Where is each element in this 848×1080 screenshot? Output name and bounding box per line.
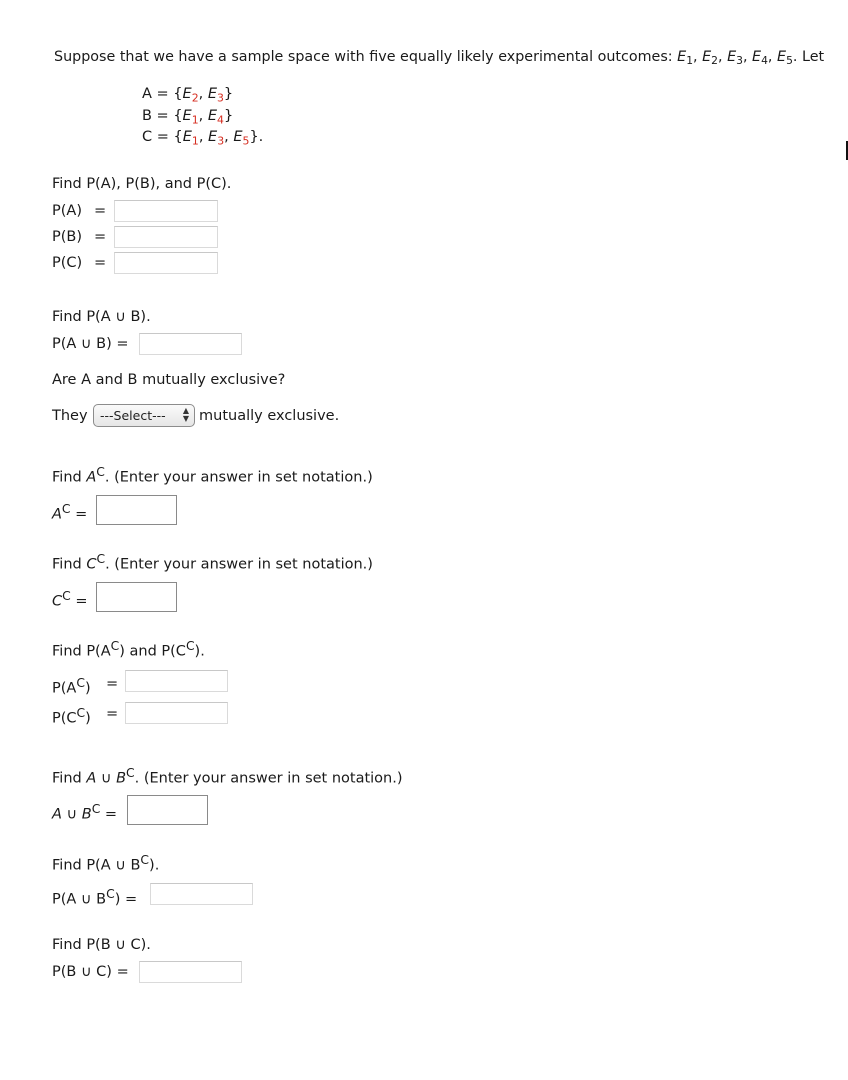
q5-prompt: Find $C^C$. (Enter your answer in set notation.) [52,552,373,573]
q1-eq-pb: = [94,229,107,245]
q9-label: P(B ∪ C) = [52,964,129,980]
q2-prompt: Find P(A ∪ B). [52,309,151,325]
q4-prompt: Find $A^C$. (Enter your answer in set notation.) [52,465,373,486]
q1-eq-pc: = [94,255,107,271]
q1-eq-pa: = [94,203,107,219]
q8-label: P(A ∪ $B^C$) = [52,887,138,908]
q7-prompt: Find A ∪ $B^C$. (Enter your answer in set notation.) [52,766,403,787]
a-complement-input[interactable] [96,495,177,525]
p-a-complement-input[interactable] [125,670,228,692]
q6-label-pcc: $P(C^C)$ [52,706,91,727]
q3-after: mutually exclusive. [199,408,340,424]
q1-label-pc: P(C) [52,255,83,271]
q3-before: They [52,408,88,424]
q6-eq-pcc: = [106,706,119,722]
set-b-definition: $B = \{E_1$, $E_4$} [142,108,234,127]
c-complement-input[interactable] [96,582,177,612]
q4-label: $A^C$ = [52,502,88,523]
p-a-union-b-input[interactable] [139,333,242,355]
p-a-union-b-complement-input[interactable] [150,883,253,905]
p-b-union-c-input[interactable] [139,961,242,983]
p-c-complement-input[interactable] [125,702,228,724]
chevron-updown-icon: ▲ ▼ [182,406,189,423]
mutually-exclusive-select[interactable]: ---Select--- ▲ ▼ [93,404,195,427]
q2-label: P(A ∪ B) = [52,336,129,352]
q1-label-pb: P(B) [52,229,83,245]
q6-label-pac: $P(A^C)$ [52,676,91,697]
problem-intro: Suppose that we have a sample space with five equally likely experimental outcomes: $E_1$, $E_2$, $E_3$, $E_4$, $E_5$. Let [54,49,825,68]
q8-prompt: Find P(A ∪ $B^C$). [52,853,160,874]
pb-input[interactable] [114,226,218,248]
q5-label: $C^C$ = [52,589,88,610]
q3-prompt: Are A and B mutually exclusive? [52,372,286,388]
pa-input[interactable] [114,200,218,222]
q6-eq-pac: = [106,676,119,692]
set-a-definition: $A = \{E_2$, $E_3$} [142,86,234,105]
q7-label: A ∪ $B^C$ = [52,802,118,823]
q1-label-pa: P(A) [52,203,82,219]
q1-prompt: Find P(A), P(B), and P(C). [52,176,232,192]
pc-input[interactable] [114,252,218,274]
q6-prompt: Find $P(A^C)$ and $P(C^C)$. [52,639,205,660]
a-union-b-complement-input[interactable] [127,795,208,825]
q9-prompt: Find P(B ∪ C). [52,937,151,953]
set-c-definition: $C = \{E_1$, $E_3$, $E_5$}. [142,129,264,148]
